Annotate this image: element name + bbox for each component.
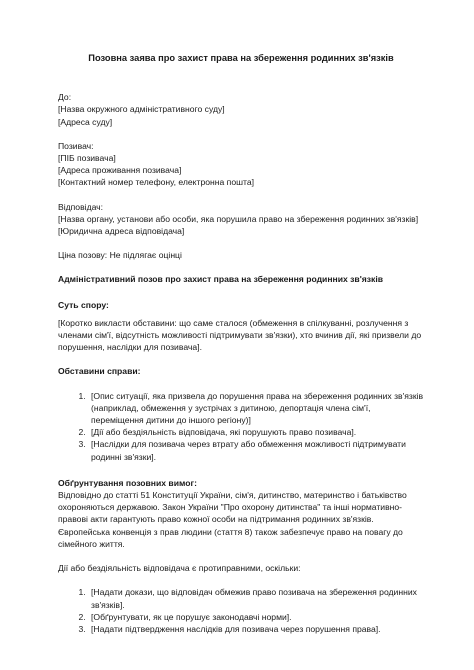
circumstances-list — [58, 390, 424, 463]
list-item: 3. [Надати підтвердження наслідків для позивача через порушення права]. — [88, 623, 424, 635]
plaintiff-label: Позивач: — [58, 140, 94, 151]
plaintiff-block — [58, 140, 424, 189]
plaintiff-name: [ПІБ позивача] — [58, 153, 116, 164]
document-title: Позовна заява про захист права на збереження родинних зв'язків — [88, 53, 394, 63]
court-name: [Назва окружного адміністративного суду] — [58, 104, 225, 115]
plaintiff-address: [Адреса проживання позивача] — [58, 165, 182, 176]
claim-price: Ціна позову: Не підлягає оцінці — [58, 250, 182, 261]
plaintiff-contacts: [Контактний номер телефону, електронна пошта] — [58, 177, 255, 188]
defendant-name: [Назва органу, установи або особи, яка порушила право на збереження родинних зв'язків] — [58, 213, 419, 224]
essence-heading: Суть спору: — [58, 299, 109, 310]
list-item: 2. [Дії або бездіяльність відповідача, які порушують право позивача]. — [88, 426, 424, 438]
list-item: 2. [Обґрунтувати, як це порушує законодавчі норми]. — [88, 611, 424, 623]
section-title: Адміністративний позов про захист права на збереження родинних зв'язків — [58, 274, 384, 285]
circumstances-heading: Обставини справи: — [58, 366, 141, 377]
defendant-block — [58, 201, 424, 238]
unlawful-list — [58, 586, 424, 635]
grounds-text: Відповідно до статті 51 Конституції України, сім'я, дитинство, материнство і батьківство охороняються державою. Закон України "Про охорону дитинства" та інші нормативно-правові акти гарантують право кожної особи на підтримання родинних зв'язків. Європейська конвенція з прав людини (стаття 8) також забезпечує право на повагу до сімейного життя. — [58, 490, 407, 549]
essence-text: [Коротко викласти обставини: що саме сталося (обмеження в спілкуванні, розлучення з членами сім'ї, відсутність можливості підтримувати зв'язки), хто вчинив дії, які призвели до порушення, наслідки для позивача]. — [58, 317, 422, 353]
list-item: 3. [Наслідки для позивача через втрату або обмеження можливості підтримувати родинні зв'язки]. — [88, 438, 424, 462]
defendant-label: Відповідач: — [58, 201, 104, 212]
document-page — [58, 52, 424, 649]
grounds-heading: Обґрунтування позовних вимог: — [58, 477, 197, 488]
list-item: 1. [Опис ситуації, яка призвела до порушення права на збереження родинних зв'язків (наприклад, обмеження у зустрічах з дитиною, депортація члена сім'ї, переміщення дитини до іншого регіону)] — [88, 390, 424, 427]
addressee-block — [58, 91, 424, 128]
list-item: 1. [Надати докази, що відповідач обмежив право позивача на збереження родинних зв'язків]. — [88, 586, 424, 610]
addressee-label: До: — [58, 92, 72, 103]
unlawful-intro: Дії або бездіяльність відповідача є протиправними, оскільки: — [58, 563, 301, 574]
defendant-address: [Юридична адреса відповідача] — [58, 226, 185, 237]
court-address: [Адреса суду] — [58, 116, 113, 127]
